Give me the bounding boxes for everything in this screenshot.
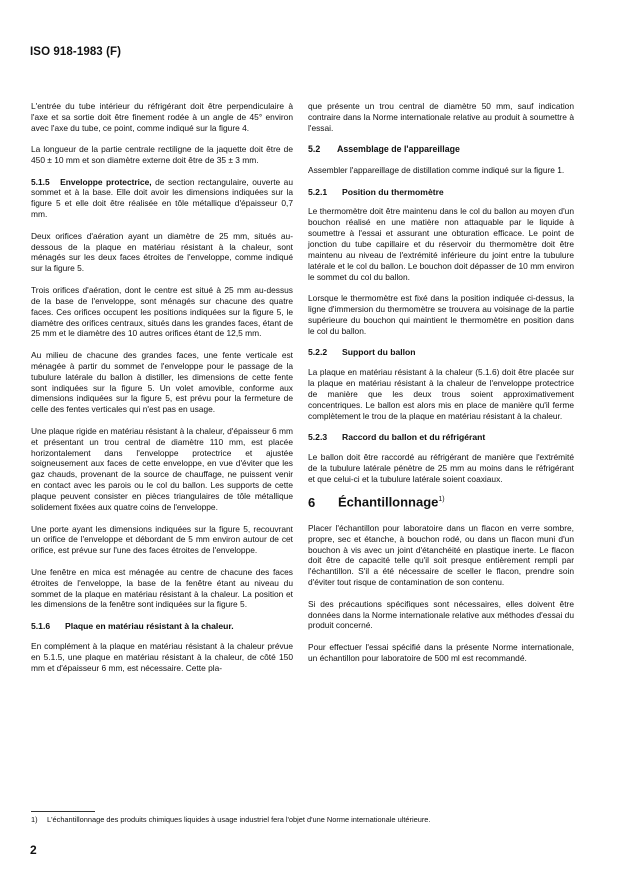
- section-number: 5.2.3: [308, 432, 328, 443]
- section-5-2-3-heading: [308, 432, 574, 443]
- paragraph: Le ballon doit être raccordé au réfrigérant de manière que l'extrémité de la tubulure latérale pénètre de 25 mm au moins dans le réfrigérant et que celui-ci et la tubulure latérale soient coaxiaux.: [308, 452, 574, 485]
- section-number: 5.2: [308, 144, 321, 155]
- paragraph: La longueur de la partie centrale rectiligne de la jaquette doit être de 450 ± 10 mm et son diamètre externe doit être de 35 ± 3 mm.: [31, 144, 293, 166]
- section-5-2-2-heading: [308, 347, 574, 358]
- paragraph: Assembler l'appareillage de distillation comme indiqué sur la figure 1.: [308, 165, 565, 176]
- page-number: 2: [30, 843, 37, 857]
- paragraph: Au milieu de chacune des grandes faces, une fente verticale est ménagée à partir du sommet de l'enveloppe pour le passage de la tubulure latérale du ballon à distiller, les dimensions de cette fente sont indiquées sur la figure 5. Un volet amovible, conforme aux dimensions indiquées sur la figure 5, est prévu pour la fermeture de celle des fentes verticales qui n'est pas en usage.: [31, 349, 293, 415]
- document-header: ISO 918-1983 (F): [30, 46, 122, 58]
- paragraph: La plaque en matériau résistant à la chaleur (5.1.6) doit être placée sur la plaque en matériau résistant à la chaleur de l'enveloppe protectrice de manière que les deux trous soient approximativement concentriques. Le ballon est alors mis en place de manière qu'il ferme complètement le trou de la plaque en matériau résistant à la chaleur.: [308, 367, 574, 421]
- paragraph: Pour effectuer l'essai spécifié dans la présente Norme internationale, un échantillon pour laboratoire de 500 ml est recommandé.: [308, 641, 574, 663]
- left-column: [31, 101, 293, 684]
- section-number: 5.1.5: [31, 176, 50, 187]
- section-number: 5.2.1: [308, 186, 328, 197]
- right-column: [308, 101, 574, 674]
- paragraph: L'entrée du tube intérieur du réfrigérant doit être perpendiculaire à l'axe et sa sortie doit être finement rodée à un angle de 45° environ avec l'axe du tube, ce point, comme indiqué sur la figure 4.: [31, 101, 293, 133]
- paragraph: Trois orifices d'aération, dont le centre est situé à 25 mm au-dessus de la base de l'enveloppe, sont ménagés sur chacune des quatre faces. Ces orifices occupent les positions indiquées sur la figure 5, le diamètre des orifices centraux, situés dans les grandes faces, étant de 25 mm et le diamètre des 10 autres orifices étant de 12,5 mm.: [31, 284, 293, 339]
- section-5-1-5: [31, 177, 293, 221]
- section-5-2-heading: [308, 144, 574, 155]
- section-title: Plaque en matériau résistant à la chaleur.: [65, 620, 234, 631]
- section-5-2-1-heading: [308, 187, 574, 198]
- section-title: Support du ballon: [342, 347, 416, 358]
- paragraph: Deux orifices d'aération ayant un diamètre de 25 mm, situés au-dessous de la plaque en matériau résistant à la chaleur, sont ménagés sur les deux faces étroites de l'enveloppe, comme indiqué sur la figure 5.: [31, 230, 293, 274]
- paragraph: Une plaque rigide en matériau résistant à la chaleur, d'épaisseur 6 mm et présentant un trou central de diamètre 110 mm, est placée horizontalement dans l'enveloppe protectrice et ajustée soigneusement aux faces de cette enveloppe, en vue d'éviter que les gaz chauds, provenant de la source de chauffage, ne puissent venir en contact avec les parois ou le col du ballon. Les supports de cette plaque peuvent consister en pièces triangulaires de tôle métallique solidement fixées aux quatre coins de l'enveloppe.: [31, 425, 293, 513]
- section-title: Assemblage de l'appareillage: [337, 144, 460, 155]
- section-6-heading: [308, 495, 574, 508]
- section-number: 5.2.2: [308, 347, 328, 358]
- footnote: [31, 815, 430, 824]
- paragraph: Une fenêtre en mica est ménagée au centre de chacune des faces étroites de l'enveloppe, la base de la fenêtre étant au niveau du sommet de la plaque en matériau résistant à la chaleur. La position et les dimensions de la fenêtre sont indiquées sur la figure 5.: [31, 566, 293, 610]
- paragraph: Placer l'échantillon pour laboratoire dans un flacon en verre sombre, propre, sec et étanche, à bouchon rodé, ou dans un flacon muni d'un bouchon à vis avec un joint d'étanchéité en plastique inerte. Le flacon doit être de capacité telle qu'il soit presque entièrement rempli par l'échantillon. S'il a été nécessaire de sceller le flacon, prendre soin d'éviter tout risque de contamination de son contenu.: [308, 522, 574, 588]
- section-text: de section rectangulaire, ouverte au sommet et à la base. Elle doit avoir les dimensions indiquées sur la figure 5 et elle doit être réalisée en tôle métallique d'épaisseur 0,7 mm.: [31, 176, 294, 220]
- footnote-reference[interactable]: 1): [438, 496, 445, 504]
- paragraph: que présente un trou central de diamètre 50 mm, sauf indication contraire dans la Norme internationale relative au produit à soumettre à l'essai.: [308, 101, 574, 133]
- footnote-text: L'échantillonnage des produits chimiques liquides à usage industriel fera l'objet d'une Norme internationale ultérieure.: [47, 815, 431, 824]
- section-5-1-6-heading: [31, 621, 293, 632]
- footnote-mark: 1): [31, 815, 38, 824]
- section-title: Échantillonnage: [338, 494, 439, 510]
- section-title: Raccord du ballon et du réfrigérant: [342, 432, 486, 443]
- section-title: Enveloppe protectrice,: [60, 176, 152, 187]
- paragraph: Si des précautions spécifiques sont nécessaires, elles doivent être données dans la Norme internationale relative aux méthodes d'essai du produit concerné.: [308, 598, 574, 631]
- paragraph: En complément à la plaque en matériau résistant à la chaleur prévue en 5.1.5, une plaque en matériau résistant à la chaleur, de côté 150 mm et d'épaisseur 6 mm, est nécessaire. Cette pla-: [31, 640, 293, 673]
- section-title: Position du thermomètre: [342, 186, 444, 197]
- paragraph: Le thermomètre doit être maintenu dans le col du ballon au moyen d'un bouchon réalisé en une matière non attaquable par le liquide à soumettre à l'essai et assurant une obturation efficace. Le point de jonction du tube capillaire et du réservoir du thermomètre doit être maintenu au niveau de l'extrémité inférieure du joint entre la tubulure latérale et le col du ballon. Le bouchon doit dépasser de 10 mm environ le sommet du col du ballon.: [308, 206, 574, 282]
- section-number: 5.1.6: [31, 620, 51, 631]
- section-number: 6: [308, 494, 316, 510]
- paragraph: Lorsque le thermomètre est fixé dans la position indiquée ci-dessus, la ligne d'immersion du thermomètre se trouvera au voisinage de la partie supérieure du bouchon qui maintient le thermomètre en position dans le col du ballon.: [308, 293, 574, 336]
- footnote-divider: [31, 811, 95, 812]
- paragraph: Une porte ayant les dimensions indiquées sur la figure 5, recouvrant un orifice de l'enveloppe et débordant de 5 mm environ autour de cet orifice, est prévue sur l'une des faces étroites de l'enveloppe.: [31, 523, 293, 556]
